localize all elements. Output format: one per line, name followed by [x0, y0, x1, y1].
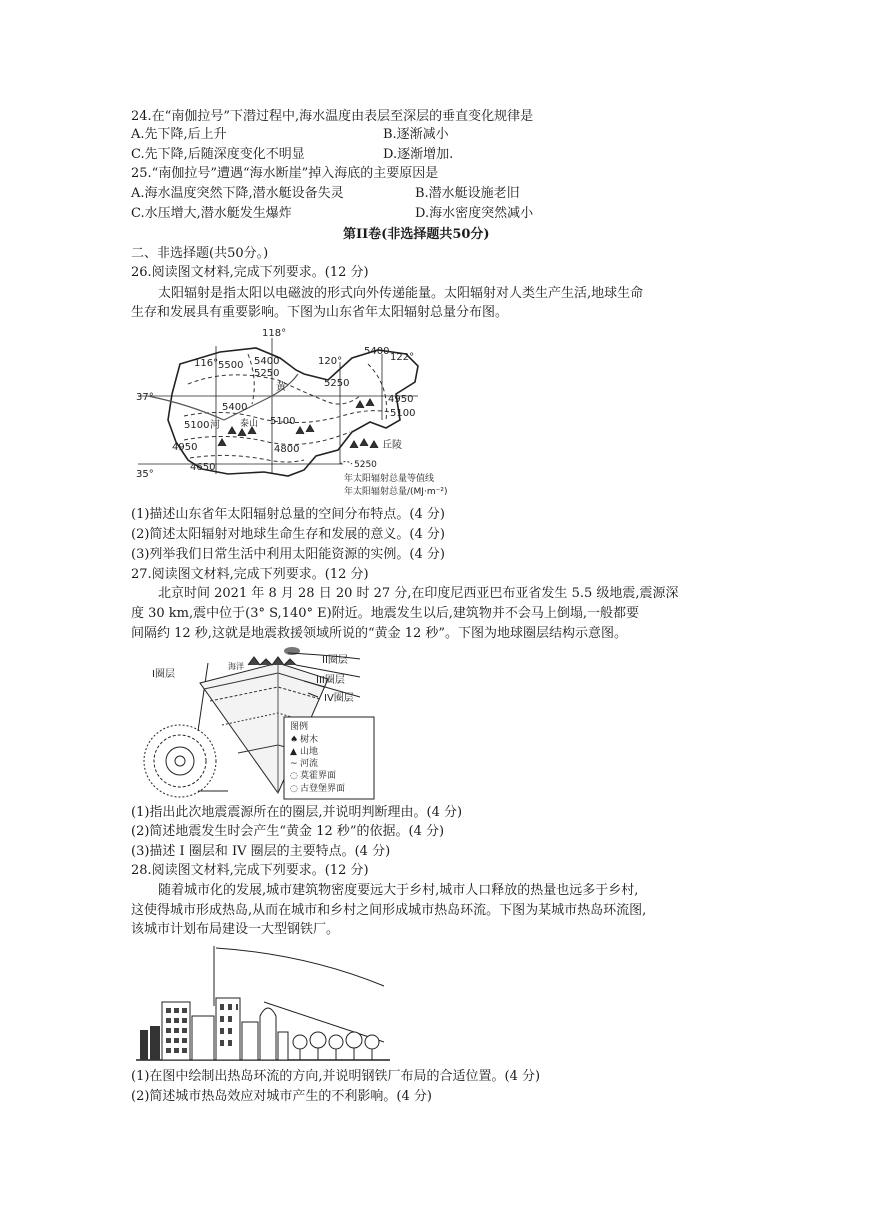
q28-subquestion: (2)简述城市热岛效应对城市产生的不利影响。(4 分)	[131, 1089, 432, 1104]
q26-subquestion: (1)描述山东省年太阳辐射总量的空间分布特点。(4 分)	[131, 507, 445, 522]
legend-item: 树木	[300, 735, 319, 745]
q27-subquestion: (2)简述地震发生时会产生“黄金 12 秒”的依据。(4 分)	[131, 824, 445, 839]
isoline-value: 5100	[184, 420, 210, 431]
legend-item: 山地	[300, 747, 319, 757]
legend-mountain-icon: ▲	[290, 747, 297, 757]
legend-gutenberg-icon: ◌	[290, 784, 298, 794]
q25-option-c: C.水压增大,潜水艇发生爆炸	[131, 206, 292, 221]
q28-stem: 28.阅读图文材料,完成下列要求。(12 分)	[131, 863, 369, 878]
isoline-value: 4650	[190, 462, 216, 473]
layer-label: III圈层	[316, 675, 345, 686]
lat-label: 37°	[136, 392, 154, 403]
legend-moho-icon: ◌	[290, 771, 298, 781]
legend-item: 河流	[300, 759, 319, 769]
q26-subquestion: (2)简述太阳辐射对地球生命生存和发展的意义。(4 分)	[131, 527, 445, 542]
section-title: 第II卷(非选择题共50分)	[343, 227, 490, 242]
q24-stem: 24.在“南伽拉号”下潜过程中,海水温度由表层至深层的垂直变化规律是	[131, 109, 534, 124]
q28-paragraph: 该城市计划布局建设一大型钢铁厂。	[131, 922, 340, 937]
q25-option-b: B.潜水艇设施老旧	[415, 186, 520, 201]
q27-paragraph: 间隔约 12 秒,这就是地震救援领域所说的“黄金 12 秒”。下图为地球圈层结构示意图。	[131, 626, 628, 641]
q27-paragraph: 北京时间 2021 年 8 月 28 日 20 时 27 分,在印度尼西亚巴布亚省发生 5.5 级地震,震源深	[158, 586, 679, 601]
q26-subquestion: (3)列举我们日常生活中利用太阳能资源的实例。(4 分)	[131, 547, 445, 562]
q27-subquestion: (1)指出此次地震震源所在的圈层,并说明判断理由。(4 分)	[131, 805, 463, 820]
legend-item: 莫霍界面	[300, 771, 337, 781]
lon-label: 118°	[262, 328, 287, 339]
q28-paragraph: 随着城市化的发展,城市建筑物密度要远大于乡村,城市人口释放的热量也远多于乡村,	[158, 883, 639, 898]
river-label: 黄	[276, 382, 286, 393]
isoline-value: 5250	[254, 368, 280, 379]
layer-label: II圈层	[322, 655, 348, 666]
isoline-value: 4950	[172, 442, 198, 453]
isoline-value: 5400	[222, 402, 248, 413]
q27-paragraph: 度 30 km,震中位于(3° S,140° E)附近。地震发生以后,建筑物并不会马上倒塌,一般都要	[131, 606, 639, 621]
q26-paragraph: 生存和发展具有重要影响。下图为山东省年太阳辐射总量分布图。	[131, 305, 509, 320]
isoline-value: 5100	[390, 408, 416, 419]
q24-option-d: D.逐渐增加.	[383, 147, 454, 162]
q27-stem: 27.阅读图文材料,完成下列要求。(12 分)	[131, 567, 369, 582]
mountain-label: 泰山	[240, 419, 259, 429]
q28-paragraph: 这使得城市形成热岛,从而在城市和乡村之间形成城市热岛环流。下图为某城市热岛环流图,	[131, 903, 647, 918]
legend-iso-value: 5250	[354, 460, 377, 470]
q26-stem: 26.阅读图文材料,完成下列要求。(12 分)	[131, 265, 369, 280]
lon-label: 122°	[390, 352, 415, 363]
hill-legend-icon	[350, 439, 378, 448]
river-label: 河	[210, 420, 220, 431]
q27-subquestion: (3)描述 I 圈层和 IV 圈层的主要特点。(4 分)	[131, 844, 391, 859]
lon-label: 116°	[194, 358, 219, 369]
legend-item: 古登堡界面	[300, 784, 346, 794]
isoline-value: 5400	[254, 356, 280, 367]
layer-label: I圈层	[152, 669, 175, 680]
q25-option-a: A.海水温度突然下降,潜水艇设备失灵	[131, 186, 344, 201]
q26-paragraph: 太阳辐射是指太阳以电磁波的形式向外传递能量。太阳辐射对人类生产生活,地球生命	[158, 286, 644, 301]
isoline-value: 5500	[218, 360, 244, 371]
layer-label: IV圈层	[324, 693, 354, 704]
isoline-value: 4800	[274, 444, 300, 455]
legend-title: 图例	[290, 722, 309, 732]
q25-option-d: D.海水密度突然减小	[415, 206, 534, 221]
isoline-value: 4950	[388, 394, 414, 405]
legend-unit-label: 年太阳辐射总量/(MJ·m⁻²)	[344, 487, 448, 497]
q25-stem: 25.“南伽拉号”遭遇“海水断崖”掉入海底的主要原因是	[131, 166, 439, 181]
lon-label: 120°	[318, 356, 343, 367]
isoline-value: 5250	[324, 378, 350, 389]
urban-heat-island-diagram	[136, 942, 394, 1066]
isoline-value: 5100	[270, 416, 296, 427]
q24-option-b: B.逐渐减小	[383, 127, 449, 142]
sea-label: 海洋	[228, 662, 244, 671]
lat-label: 35°	[136, 469, 154, 480]
isoline-value: 5400	[364, 346, 390, 357]
q24-option-a: A.先下降,后上升	[131, 127, 227, 142]
section-subtitle: 二、非选择题(共50分。)	[131, 246, 269, 261]
q28-subquestion: (1)在图中绘制出热岛环流的方向,并说明钢铁厂布局的合适位置。(4 分)	[131, 1069, 541, 1084]
legend-tree-icon: ♠	[290, 735, 299, 745]
legend-river-icon: ~	[290, 759, 298, 769]
q24-option-c: C.先下降,后随深度变化不明显	[131, 147, 305, 162]
legend-iso-label: 年太阳辐射总量等值线	[344, 474, 435, 484]
legend-hill-label: 丘陵	[382, 440, 402, 451]
shandong-solar-radiation-map	[128, 324, 458, 502]
earth-layers-diagram	[128, 643, 380, 803]
